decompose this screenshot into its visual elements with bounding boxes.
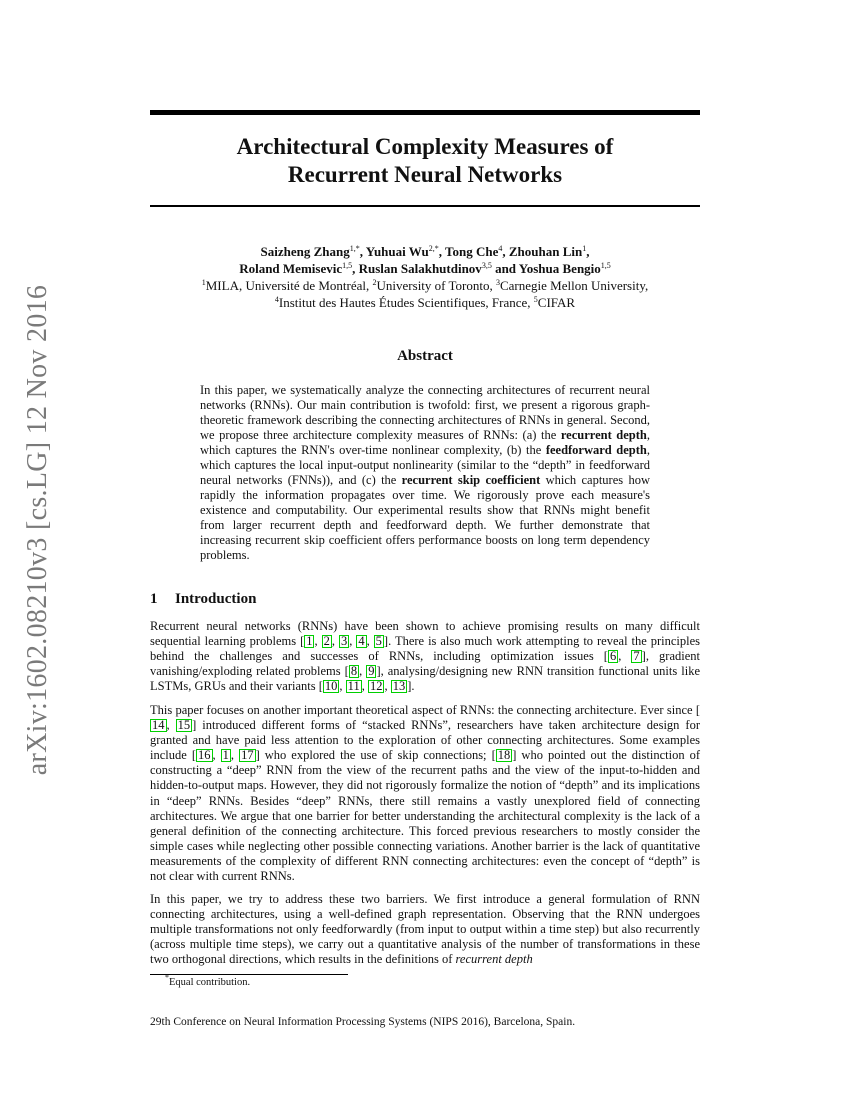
citation-link[interactable]: 7 <box>633 649 640 664</box>
affiliation-text: CIFAR <box>537 295 576 310</box>
citation-link[interactable]: 6 <box>609 649 617 664</box>
author-separator: and <box>491 261 519 276</box>
affiliation-number: 3 <box>495 278 500 287</box>
affiliation-number: 4 <box>274 295 279 304</box>
author-name: Saizheng Zhang <box>260 244 350 259</box>
intro-paragraph-1: Recurrent neural networks (RNNs) have been shown to achieve promising results on many difficult sequential learning problems [ 1 , 2 , 3 , 4 , 5 ]. There is also much work attempting to reveal the principles behind the challenges and successes of RNNs, including optimization issues [ 6 , 7 ], gradient vanishing/exploding related problems [ 8 , 9 ], analysing/designing new RNN transition functional units like LSTMs, GRUs and their variants [ 10 , 11 , 12 , 13 ]. <box>150 619 701 694</box>
author-line-2 <box>150 260 700 277</box>
affiliation-number: 2 <box>372 278 377 287</box>
author-affiliation: 3,5 <box>481 261 492 270</box>
citation-link[interactable]: 4 <box>358 634 365 649</box>
author-affiliation: 4 <box>498 244 503 253</box>
intro-paragraph-3 <box>150 892 700 967</box>
citation-link[interactable]: 5 <box>375 634 382 649</box>
section-title: Introduction <box>175 591 257 607</box>
author-affiliation: 1 <box>582 244 587 253</box>
citation-link[interactable]: 12 <box>369 679 383 694</box>
author-name: Yoshua Bengio <box>518 261 601 276</box>
affiliation-number: 5 <box>533 295 538 304</box>
title-rule-bottom <box>150 205 700 207</box>
footnote-rule <box>150 974 348 975</box>
paragraph-text: This paper focuses on another important theoretical aspect of RNNs: the connecting architecture. Ever since <box>150 703 696 717</box>
author-name: Ruslan Salakhutdinov <box>358 261 482 276</box>
abstract-body <box>200 383 650 563</box>
paragraph-text: . There is also much work attempting to reveal the principles behind the challenges and successes of RNNs, including optimization issues <box>150 634 701 664</box>
affiliation-text: MILA, Université de Montréal, <box>205 278 373 293</box>
abstract-heading: Abstract <box>397 348 453 364</box>
author-affiliation: 1,5 <box>600 261 611 270</box>
affiliation-number: 1 <box>201 278 206 287</box>
term-recurrent-skip-coefficient: recurrent skip coefficient <box>401 473 541 487</box>
title-line-2: Recurrent Neural Networks <box>287 162 563 187</box>
citation-link[interactable]: 2 <box>323 634 330 649</box>
citation-link[interactable]: 11 <box>347 679 360 694</box>
author-separator: , <box>359 244 366 259</box>
citation-link[interactable]: 15 <box>177 718 191 733</box>
affiliation-text: Institut des Hautes Études Scientifiques, France, <box>278 295 534 310</box>
citation-link[interactable]: 8 <box>350 664 358 679</box>
paragraph-text: In this paper, we try to address these two barriers. We first introduce a general formulation of RNN connecting architectures, using a well-defined graph representation. Observing that the RNN undergoes multiple transformations not only feedforwardly (from input to output within a time step) but also recurrently (across multiple time steps), we carry out a quantitative analysis of the number of transformations in these two orthogonal directions, which results in the definitions of <box>150 892 700 967</box>
paragraph-text: introduced different forms of “stacked RNNs”, researchers have taken architecture design for granted and have paid less attention to the exploration of other connecting architectures. Some examples include <box>150 718 700 763</box>
citation-link[interactable]: 9 <box>368 664 375 679</box>
abstract-text: , which captures the local input-output nonlinearity (similar to the “depth” in feedforward neural networks (FNNs)), and (c) the <box>200 443 650 487</box>
author-block <box>150 243 700 311</box>
author-affiliation: 1,5 <box>342 261 353 270</box>
term-feedforward-depth: feedforward depth <box>545 443 647 457</box>
footnote-mark: * <box>165 973 169 982</box>
abstract-text: which captures how rapidly the information propagates over time. We rigorously prove each measure's existence and computability. Our experimental results show that RNNs might benefit from larger recurrent depth and feedforward depth. We further demonstrate that increasing recurrent skip coefficient offers performance boosts on long term dependency problems. <box>200 473 650 562</box>
conference-venue: 29th Conference on Neural Information Processing Systems (NIPS 2016), Barcelona, Spain. <box>150 1016 576 1028</box>
footnote <box>165 973 251 988</box>
author-line-1 <box>150 243 700 260</box>
paragraph-text: , analysing/designing new RNN transition functional units like LSTMs, GRUs and their variants <box>150 664 700 694</box>
arxiv-stamp: arXiv:1602.08210v3 [cs.LG] 12 Nov 2016 <box>22 284 53 776</box>
paragraph-text: , gradient vanishing/exploding related problems <box>150 649 700 679</box>
paragraph-text: . <box>411 679 415 694</box>
citation-link[interactable]: 18 <box>497 748 511 763</box>
author-separator: , <box>586 244 590 259</box>
author-separator: , <box>502 244 509 259</box>
author-separator: , <box>352 261 359 276</box>
affiliation-text: University of Toronto, <box>376 278 496 293</box>
paragraph-text: who pointed out the distinction of constructing a “deep” RNN from the view of the recurrent paths and the view of the input-to-hidden and hidden-to-output maps. However, they did not rigorously formalize the notion of “depth” and its implications in “deep” RNNs. Besides “deep” RNNs, there still remains a vastly unexplored field of connecting architectures. We argue that one barrier for better understanding the architectural complexity is the lack of a general definition of the connecting architecture. This forced previous researchers to mostly consider the simple cases while neglecting other possible connecting variations. Another barrier is the lack of quantitative measurements of the complexity of different RNN connecting architectures: even the concept of “depth” is not clear with current RNNs. <box>150 748 701 884</box>
paragraph-text: who explored the use of skip connections; <box>259 748 492 763</box>
citation-link[interactable]: 17 <box>241 748 254 763</box>
section-number: 1 <box>150 591 158 607</box>
citation-link[interactable]: 13 <box>392 679 406 694</box>
citation-link[interactable]: 16 <box>198 748 211 763</box>
emphasis-recurrent-depth: recurrent depth <box>455 952 533 967</box>
term-recurrent-depth: recurrent depth <box>560 428 647 442</box>
author-name: Tong Che <box>445 244 499 259</box>
author-name: Roland Memisevic <box>239 261 343 276</box>
affiliation-line-1 <box>150 277 700 294</box>
citation-link[interactable]: 14 <box>152 718 165 733</box>
citation-link[interactable]: 10 <box>324 679 338 694</box>
author-affiliation: 2,* <box>428 244 439 253</box>
citation-link[interactable]: 1 <box>222 748 229 763</box>
author-name: Zhouhan Lin <box>508 244 583 259</box>
title-rule-top <box>150 110 700 115</box>
author-affiliation: 1,* <box>349 244 360 253</box>
title-line-1: Architectural Complexity Measures of <box>236 134 614 159</box>
citation-link[interactable]: 3 <box>340 634 348 649</box>
author-name: Yuhuai Wu <box>365 244 429 259</box>
abstract-text: , which captures the RNN's over-time nonlinear complexity, (b) the <box>200 428 650 457</box>
intro-paragraph-2: This paper focuses on another important theoretical aspect of RNNs: the connecting architecture. Ever since [14 , 15 ] introduced different forms of “stacked RNNs”, researchers have taken architecture design for granted and have paid less attention to the exploration of other connecting architectures. Some examples include [ 16 , 1 , 17 ] who explored the use of skip connections; [ 18 ] who pointed out the distinction of constructing a “deep” RNN from the view of the recurrent paths and the view of the input-to-hidden and hidden-to-output maps. However, they did not rigorously formalize the notion of “depth” and its implications in “deep” RNNs. Besides “deep” RNNs, there still remains a vastly unexplored field of connecting architectures. We argue that one barrier for better understanding the architectural complexity is the lack of a general definition of the connecting architecture. This forced previous researchers to mostly consider the simple cases while neglecting other possible connecting variations. Another barrier is the lack of quantitative measurements of the complexity of different RNN connecting architectures: even the concept of “depth” is not clear with current RNNs. <box>150 703 701 884</box>
paragraph-text: Recurrent neural networks (RNNs) have been shown to achieve promising results on many difficult sequential learning problems <box>150 619 700 649</box>
abstract-text: In this paper, we systematically analyze the connecting architectures of recurrent neural networks (RNNs). Our main contribution is twofold: first, we present a rigorous graph-theoretic framework describing the connecting architectures of RNNs in general. Second, we propose three architecture complexity measures of RNNs: (a) the <box>200 383 650 442</box>
author-separator: , <box>438 244 446 259</box>
section-heading <box>150 591 256 608</box>
affiliation-line-2 <box>150 294 700 311</box>
citation-link[interactable]: 1 <box>306 634 313 649</box>
paper-title <box>150 133 700 189</box>
footnote-text: Equal contribution. <box>169 977 251 988</box>
affiliation-text: Carnegie Mellon University, <box>499 278 649 293</box>
